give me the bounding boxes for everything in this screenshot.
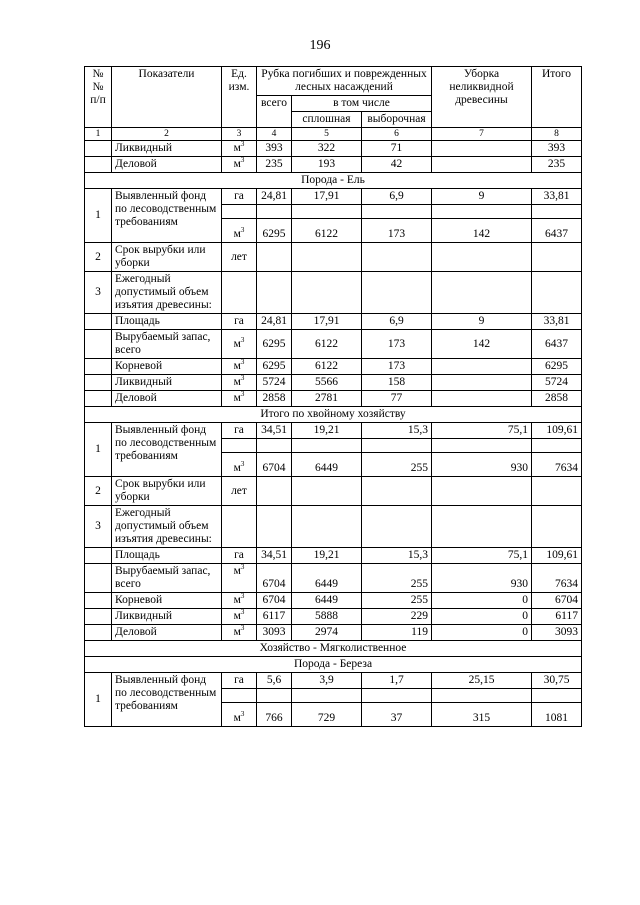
table-row — [85, 330, 582, 359]
table-row — [85, 564, 582, 593]
cell-grand: 6704 — [532, 593, 582, 609]
unit-cell: $м^3$ — [222, 564, 257, 593]
cell-clear: 2974 — [292, 625, 362, 641]
table-row — [85, 609, 582, 625]
unit-cell: $м^3$ — [222, 359, 257, 375]
unit-cell: га — [222, 673, 257, 689]
unit-cell: га — [222, 189, 257, 205]
unit-cell: га — [222, 314, 257, 330]
unit-cell: $м^3$ — [222, 593, 257, 609]
table-row — [85, 506, 582, 548]
cell-selective: 6,9 — [362, 189, 432, 205]
unit-cell: $м^3$ — [222, 609, 257, 625]
row-number: 1 — [85, 423, 112, 477]
header-including: в том числе — [292, 96, 432, 112]
col-number: 7 — [432, 128, 532, 141]
header-selective: выборочная — [362, 112, 432, 128]
cell-grand: 7634 — [532, 564, 582, 593]
cell-selective: 37 — [362, 703, 432, 727]
cell-clear: 6449 — [292, 593, 362, 609]
cell-selective: 229 — [362, 609, 432, 625]
cell-grand: 393 — [532, 141, 582, 157]
cell-grand: 6437 — [532, 330, 582, 359]
row-label: Площадь — [112, 548, 222, 564]
cell-selective: 173 — [362, 330, 432, 359]
cell-grand: 30,75 — [532, 673, 582, 689]
cell-selective: 71 — [362, 141, 432, 157]
row-label: Срок вырубки или уборки — [112, 243, 222, 272]
cell-total: 2858 — [257, 391, 292, 407]
row-label: Деловой — [112, 625, 222, 641]
row-label: Ликвидный — [112, 141, 222, 157]
row-label: Вырубаемый запас, всего — [112, 330, 222, 359]
header-num: №№ п/п — [85, 67, 112, 128]
cell-grand: 3093 — [532, 625, 582, 641]
table-row — [85, 141, 582, 157]
table-row — [85, 625, 582, 641]
col-number: 3 — [222, 128, 257, 141]
cell-selective: 15,3 — [362, 423, 432, 439]
cell-cleanup — [432, 359, 532, 375]
unit-cell: $м^3$ — [222, 219, 257, 243]
cell-selective: 6,9 — [362, 314, 432, 330]
cell-cleanup: 142 — [432, 330, 532, 359]
cell-total: 766 — [257, 703, 292, 727]
header-indicator: Показатели — [112, 67, 222, 128]
row-label: Деловой — [112, 157, 222, 173]
table-row — [85, 477, 582, 506]
unit-cell: га — [222, 548, 257, 564]
cell-cleanup: 0 — [432, 625, 532, 641]
header-felling: Рубка погибших и поврежденных лесных насаждений — [257, 67, 432, 96]
row-number: 3 — [85, 506, 112, 548]
cell-clear: 5888 — [292, 609, 362, 625]
cell-total: 5724 — [257, 375, 292, 391]
cell-total: 34,51 — [257, 548, 292, 564]
cell-grand: 1081 — [532, 703, 582, 727]
cell-grand: 109,61 — [532, 548, 582, 564]
cell-selective: 15,3 — [362, 548, 432, 564]
cell-selective: 255 — [362, 564, 432, 593]
row-label: Ликвидный — [112, 609, 222, 625]
cell-grand: 6117 — [532, 609, 582, 625]
row-number: 1 — [85, 189, 112, 243]
cell-grand: 6437 — [532, 219, 582, 243]
unit-cell: $м^3$ — [222, 330, 257, 359]
cell-clear: 17,91 — [292, 314, 362, 330]
table-row — [85, 359, 582, 375]
cell-clear: 17,91 — [292, 189, 362, 205]
forest-felling-table — [84, 66, 582, 727]
row-label: Выявленный фонд по лесоводственным требованиям — [112, 189, 222, 243]
table-row — [85, 157, 582, 173]
cell-cleanup: 315 — [432, 703, 532, 727]
cell-selective: 119 — [362, 625, 432, 641]
cell-clear: 6122 — [292, 330, 362, 359]
cell-grand: 2858 — [532, 391, 582, 407]
row-number: 3 — [85, 272, 112, 314]
unit-cell: $м^3$ — [222, 157, 257, 173]
cell-cleanup: 75,1 — [432, 548, 532, 564]
cell-grand: 5724 — [532, 375, 582, 391]
unit-cell: лет — [222, 477, 257, 506]
row-label: Ежегодный допустимый объем изъятия древесины: — [112, 506, 222, 548]
header-clear: сплошная — [292, 112, 362, 128]
section-title: Итого по хвойному хозяйству — [85, 407, 582, 423]
unit-cell: $м^3$ — [222, 453, 257, 477]
section-title: Порода - Ель — [85, 173, 582, 189]
cell-grand: 33,81 — [532, 314, 582, 330]
col-number: 5 — [292, 128, 362, 141]
table-row — [85, 314, 582, 330]
row-label: Деловой — [112, 391, 222, 407]
cell-cleanup: 930 — [432, 564, 532, 593]
header-total-sub: всего — [257, 96, 292, 128]
cell-grand: 33,81 — [532, 189, 582, 205]
row-label: Площадь — [112, 314, 222, 330]
cell-grand: 6295 — [532, 359, 582, 375]
cell-cleanup: 75,1 — [432, 423, 532, 439]
unit-cell: $м^3$ — [222, 703, 257, 727]
cell-grand: 109,61 — [532, 423, 582, 439]
table-row — [85, 189, 582, 205]
table-row — [85, 272, 582, 314]
row-label: Вырубаемый запас, всего — [112, 564, 222, 593]
cell-cleanup: 9 — [432, 189, 532, 205]
cell-selective: 173 — [362, 359, 432, 375]
cell-selective: 42 — [362, 157, 432, 173]
cell-total: 5,6 — [257, 673, 292, 689]
row-label: Ежегодный допустимый объем изъятия древесины: — [112, 272, 222, 314]
cell-total: 393 — [257, 141, 292, 157]
cell-cleanup — [432, 157, 532, 173]
col-number: 4 — [257, 128, 292, 141]
table-row — [85, 673, 582, 689]
cell-clear: 6122 — [292, 219, 362, 243]
row-number: 2 — [85, 477, 112, 506]
header-grand-total: Итого — [532, 67, 582, 128]
cell-clear: 729 — [292, 703, 362, 727]
cell-clear: 3,9 — [292, 673, 362, 689]
cell-clear: 5566 — [292, 375, 362, 391]
cell-total: 24,81 — [257, 314, 292, 330]
cell-total: 3093 — [257, 625, 292, 641]
cell-total: 34,51 — [257, 423, 292, 439]
cell-cleanup: 25,15 — [432, 673, 532, 689]
unit-cell: $м^3$ — [222, 625, 257, 641]
section-title: Хозяйство - Мягколиственное — [85, 641, 582, 657]
cell-total: 6704 — [257, 453, 292, 477]
row-label: Ликвидный — [112, 375, 222, 391]
row-number: 1 — [85, 673, 112, 727]
cell-cleanup — [432, 141, 532, 157]
cell-cleanup: 930 — [432, 453, 532, 477]
table-row — [85, 593, 582, 609]
header-cleanup: Уборка неликвидной древесины — [432, 67, 532, 128]
row-label: Выявленный фонд по лесоводственным требованиям — [112, 423, 222, 477]
cell-cleanup — [432, 391, 532, 407]
cell-selective: 255 — [362, 593, 432, 609]
unit-cell: лет — [222, 243, 257, 272]
row-number: 2 — [85, 243, 112, 272]
cell-selective: 1,7 — [362, 673, 432, 689]
cell-total: 6295 — [257, 330, 292, 359]
cell-selective: 158 — [362, 375, 432, 391]
cell-total: 6117 — [257, 609, 292, 625]
cell-selective: 173 — [362, 219, 432, 243]
cell-clear: 19,21 — [292, 548, 362, 564]
cell-clear: 322 — [292, 141, 362, 157]
cell-cleanup: 0 — [432, 609, 532, 625]
cell-clear: 193 — [292, 157, 362, 173]
cell-grand: 235 — [532, 157, 582, 173]
cell-selective: 77 — [362, 391, 432, 407]
cell-total: 6295 — [257, 359, 292, 375]
col-number: 8 — [532, 128, 582, 141]
header-unit: Ед. изм. — [222, 67, 257, 128]
col-number: 6 — [362, 128, 432, 141]
section-subtitle: Порода - Береза — [85, 657, 582, 673]
col-number: 1 — [85, 128, 112, 141]
row-label: Срок вырубки или уборки — [112, 477, 222, 506]
cell-total: 24,81 — [257, 189, 292, 205]
cell-clear: 6449 — [292, 453, 362, 477]
unit-cell: $м^3$ — [222, 391, 257, 407]
cell-total: 6295 — [257, 219, 292, 243]
table-row — [85, 375, 582, 391]
table-row — [85, 548, 582, 564]
cell-clear: 2781 — [292, 391, 362, 407]
cell-grand: 7634 — [532, 453, 582, 477]
cell-total: 6704 — [257, 593, 292, 609]
page-number: 196 — [309, 38, 331, 53]
cell-cleanup: 9 — [432, 314, 532, 330]
cell-cleanup: 0 — [432, 593, 532, 609]
row-label: Выявленный фонд по лесоводственным требованиям — [112, 673, 222, 727]
cell-clear: 6122 — [292, 359, 362, 375]
unit-cell: га — [222, 423, 257, 439]
cell-selective: 255 — [362, 453, 432, 477]
cell-clear: 6449 — [292, 564, 362, 593]
cell-cleanup: 142 — [432, 219, 532, 243]
col-number: 2 — [112, 128, 222, 141]
unit-cell: $м^3$ — [222, 375, 257, 391]
unit-cell: $м^3$ — [222, 141, 257, 157]
row-label: Корневой — [112, 359, 222, 375]
cell-total: 6704 — [257, 564, 292, 593]
row-label: Корневой — [112, 593, 222, 609]
table-row — [85, 243, 582, 272]
cell-total: 235 — [257, 157, 292, 173]
cell-clear: 19,21 — [292, 423, 362, 439]
table-row — [85, 423, 582, 439]
table-row — [85, 391, 582, 407]
cell-cleanup — [432, 375, 532, 391]
